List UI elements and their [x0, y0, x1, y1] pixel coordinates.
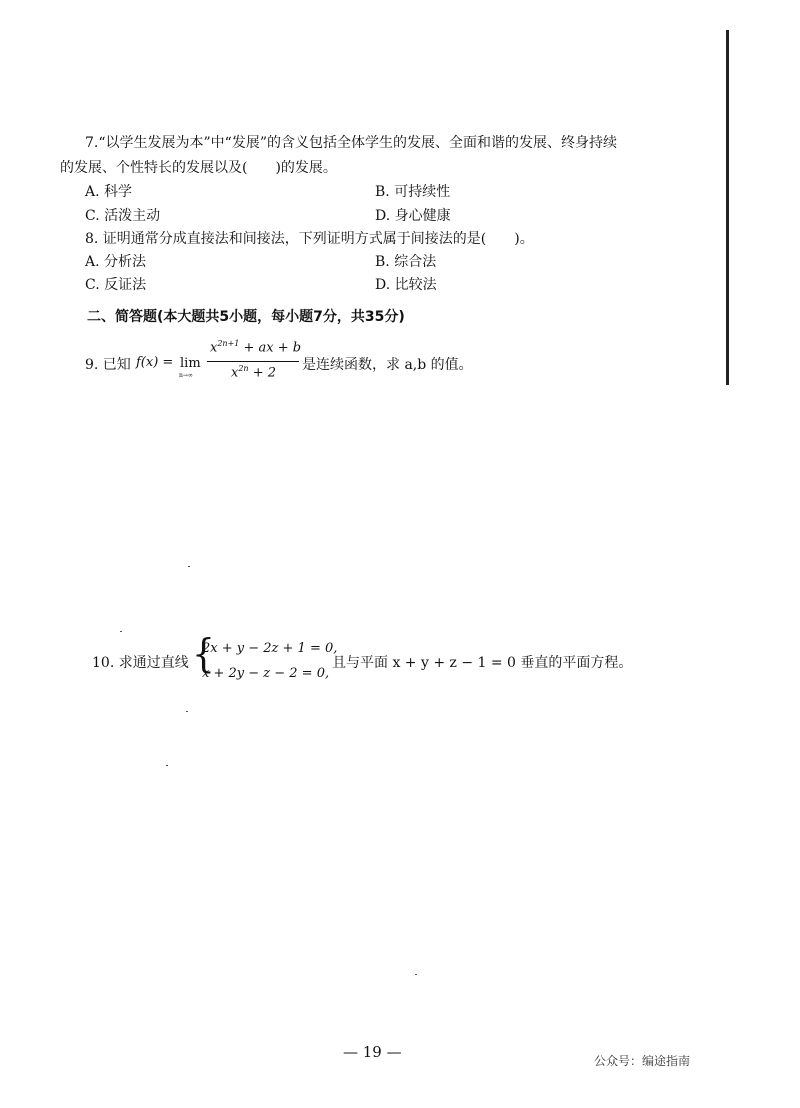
section-heading: 二、简答题(本大题共5小题，每小题7分，共35分) [87, 309, 405, 325]
q10-brace: { [192, 631, 215, 677]
footer-watermark: 公众号：编途指南 [594, 1054, 691, 1068]
q7-option-b: B. 可持续性 [375, 184, 451, 200]
scan-edge-bar [726, 30, 729, 385]
q9-den-exp: 2n [238, 364, 249, 373]
q8-option-a: A. 分析法 [85, 254, 147, 270]
page-number: — 19 — [343, 1043, 402, 1061]
scan-speck [415, 974, 417, 975]
q10-eq1: 2x + y − 2z + 1 = 0, [202, 641, 338, 656]
q8-text: 8. 证明通常分成直接法和间接法，下列证明方式属于间接法的是( )。 [85, 231, 534, 247]
q9-numerator [210, 339, 301, 355]
q9-prefix: 9. 已知 [85, 357, 131, 373]
q7-option-c: C. 活泼主动 [85, 208, 161, 224]
q8-option-c: C. 反证法 [85, 277, 147, 293]
q9-fraction-bar [207, 361, 299, 362]
q10-eq2: x + 2y − z − 2 = 0, [202, 666, 330, 681]
q9-lim-sub: n→∞ [179, 372, 193, 379]
q9-den-rest: + 2 [248, 365, 277, 381]
scan-speck [166, 765, 168, 766]
scan-speck [188, 566, 190, 567]
q9-num-rest: + ax + b [239, 340, 302, 356]
q9-num-base: x [210, 340, 218, 356]
q9-den-base: x [231, 365, 239, 381]
q9-num-exp: 2n+1 [217, 339, 240, 348]
q7-line2: 的发展、个性特长的发展以及( )的发展。 [60, 160, 337, 176]
q9-denominator [231, 364, 276, 380]
q9-lim: lim [180, 356, 201, 371]
q10-prefix: 10. 求通过直线 [92, 655, 189, 671]
q8-option-b: B. 综合法 [375, 254, 437, 270]
q9-fx: f(x) = [136, 355, 174, 370]
q7-line1: 7.“以学生发展为本”中“发展”的含义包括全体学生的发展、全面和谐的发展、终身持续 [85, 135, 617, 151]
q7-option-d: D. 身心健康 [375, 208, 451, 224]
q7-option-a: A. 科学 [85, 184, 133, 200]
q10-suffix: 且与平面 x + y + z − 1 = 0 垂直的平面方程。 [332, 655, 633, 671]
scan-speck [186, 711, 188, 712]
scan-speck [120, 631, 122, 632]
q8-option-d: D. 比较法 [375, 277, 437, 293]
q9-suffix: 是连续函数，求 a,b 的值。 [302, 357, 473, 373]
